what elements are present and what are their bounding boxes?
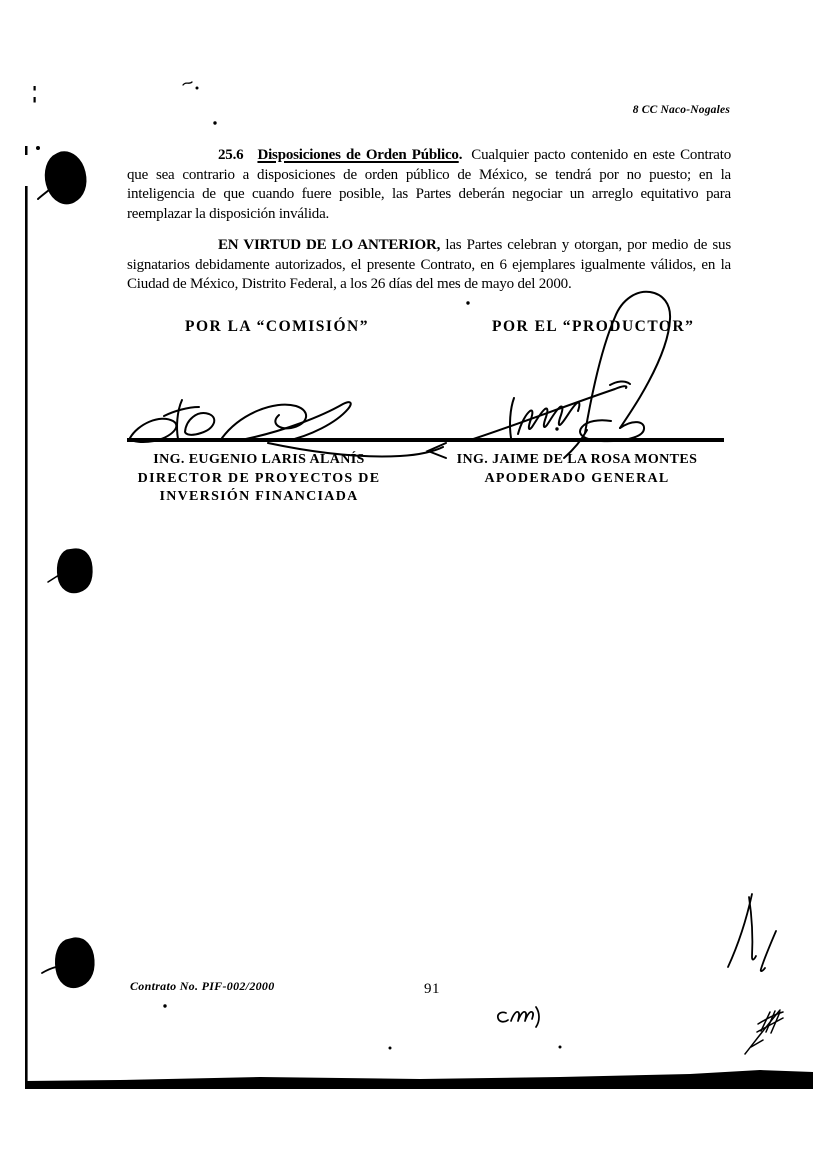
closing-lead: EN VIRTUD DE LO ANTERIOR, — [218, 237, 441, 253]
party-title-productor: POR EL “PRODUCTOR” — [492, 318, 695, 335]
closing-body-text: las Partes celebran y otorgan, por medio de sus signatarios debidamente autorizados, el presente Contrato, en 6 ejemplares igualmente válidos, en la Ciudad de México, Distrito Federal, a los 26 días del mes de mayo del 2000. — [127, 237, 731, 292]
ink-blot-bottom — [42, 938, 94, 988]
signer-block-comision — [130, 451, 388, 507]
signer-name-productor: ING. JAIME DE LA ROSA MONTES — [456, 452, 698, 467]
productor-signature — [467, 292, 695, 458]
handwritten-mark-n — [728, 894, 776, 971]
party-title-comision: POR LA “COMISIÓN” — [185, 318, 369, 335]
clause-number: 25.6 — [218, 147, 244, 163]
ink-blot-top — [37, 147, 86, 204]
footer-contract-number: Contrato No. PIF-002/2000 — [130, 979, 275, 993]
scan-edge-bar-bottom — [25, 1070, 813, 1089]
signature-line — [127, 438, 724, 442]
signer-role-comision-line2: INVERSIÓN FINANCIADA — [159, 489, 359, 504]
handwritten-initials — [745, 1010, 783, 1054]
signer-name-comision: ING. EUGENIO LARIS ALANÍS — [153, 452, 365, 467]
comision-signature — [130, 400, 446, 458]
handwritten-note-cm — [498, 1007, 539, 1027]
clause-body-text: Cualquier pacto contenido en este Contrato que sea contrario a disposiciones de orden público de México, se tendrá por no puesto; en la inteligencia de que cuando fuere posible, las Partes deberán negociar un arreglo equitativo para reemplazar la disposición inválida. — [127, 147, 732, 222]
signer-block-productor — [448, 451, 706, 488]
signer-role-comision-line1: DIRECTOR DE PROYECTOS DE — [137, 470, 381, 486]
ink-blot-middle — [48, 549, 92, 593]
running-header: 8 CC Naco-Nogales — [632, 104, 730, 116]
clause-title-period: . — [458, 147, 463, 163]
scan-edge-line-left — [25, 86, 36, 1088]
closing-paragraph — [127, 236, 731, 295]
document-body — [127, 146, 731, 307]
clause-title: Disposiciones de Orden Público — [257, 147, 459, 163]
signer-role-productor-line1: APODERADO GENERAL — [484, 470, 670, 486]
clause-paragraph — [127, 146, 731, 224]
footer-page-number: 91 — [424, 981, 440, 997]
